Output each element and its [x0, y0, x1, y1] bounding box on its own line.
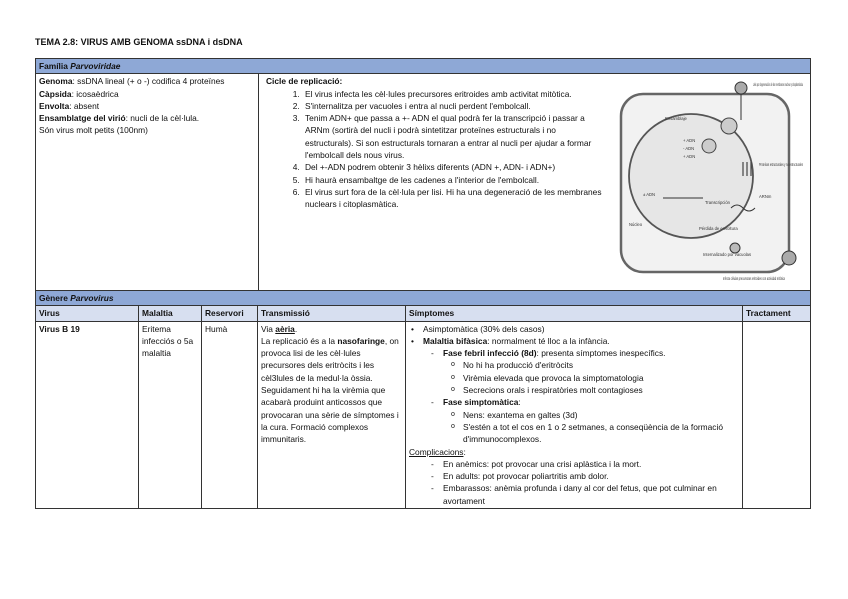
diagram-label: + ADN — [683, 154, 696, 159]
diagram-label: Lisis por degeneración de las membranas nuclear y citoplasmática — [753, 82, 804, 87]
diagram-label: - ADN — [683, 146, 695, 151]
simptomes-cell — [406, 321, 743, 508]
list-item: - Fase simptomàtica: — [409, 396, 739, 408]
genus-table — [35, 290, 811, 509]
capsid-icon — [702, 139, 716, 153]
diagram-label: Ensamblaje — [665, 116, 687, 121]
family-header-row — [36, 59, 811, 74]
diagram-label: Infecta células precursoras eritroides con actividad mitótica — [723, 276, 786, 281]
genus-header-row — [36, 291, 811, 306]
diagram-label: Proteínas estructurales y no estructurales — [759, 162, 803, 167]
capsid-icon — [721, 118, 737, 134]
col-transmissio: Transmissió — [258, 306, 406, 321]
cycle-step: 1. El virus infecta les cèl·lules precursores eritroides amb activitat mitòtica. — [302, 88, 604, 100]
virion-icon — [735, 82, 747, 94]
genus-header: Gènere Parvovirus — [36, 291, 811, 306]
diagram-label: Internalizado por vacuolas — [703, 252, 751, 257]
genus-name: Parvovirus — [70, 293, 114, 303]
list-item: o Nens: exantema en galtes (3d) — [409, 409, 739, 421]
reservori-cell: Humà — [202, 321, 258, 508]
list-item: - Fase febril infecció (8d): presenta símptomes inespecífics. — [409, 347, 739, 359]
cycle-step: 5. Hi haurà ensambaltge de les cadenes a l'interior de l'embolcall. — [302, 174, 604, 186]
col-simptomes: Símptomes — [406, 306, 743, 321]
diagram-label: Transcripción — [705, 200, 730, 205]
list-item: - En anèmics: pot provocar una crisi aplàstica i la mort. — [409, 458, 739, 470]
transmissio-cell: Via aèria. La replicació és a la nasofaringe, on provoca lisi de les cèl·lules precursores dels eritròcits i les cèl3lules de la medul·la òssia. Seguidament hi ha la virèmia que acabarà produint anticossos que provocaran una sèrie de símptomes i la cura. Formació complexos immunitaris. — [258, 321, 406, 508]
col-malaltia: Malaltia — [139, 306, 202, 321]
list-item: • Malaltia bifàsica: normalment té lloc a la infància. — [409, 335, 739, 347]
replication-cycle-diagram — [613, 80, 807, 285]
size-note: Són virus molt petits (100nm) — [39, 125, 148, 136]
column-headers — [36, 306, 811, 321]
col-virus: Virus — [36, 306, 139, 321]
table-row — [36, 321, 811, 508]
list-item: - Embarassos: anèmia profunda i dany al cor del fetus, que pot culminar en avortament — [409, 482, 739, 507]
diagram-label: Núcleo — [629, 222, 643, 227]
diagram-label: ± ADN — [643, 192, 656, 197]
virion-icon — [782, 251, 796, 265]
assembly-prop: Ensamblatge del virió: nucli de la cèl·lula. — [39, 113, 200, 124]
malaltia-cell: Eritema infecciós o 5a malaltia — [139, 321, 202, 508]
page-title: TEMA 2.8: VIRUS AMB GENOMA ssDNA i dsDNA — [35, 37, 243, 47]
col-reservori: Reservori — [202, 306, 258, 321]
diagram-label: Pérdida de envoltura — [699, 226, 738, 231]
family-label: Família — [39, 61, 71, 71]
cycle-title: Cicle de replicació: — [266, 76, 343, 87]
capsid-prop: Càpsida: icosaèdrica — [39, 88, 119, 99]
list-item: o Secrecions orals i respiratòries molt contagioses — [409, 384, 739, 396]
complications-title: Complicacions: — [409, 446, 466, 457]
genome-prop: Genoma: ssDNA lineal (+ o -) codifica 4 proteïnes — [39, 76, 225, 87]
diagram-label: ARNm — [759, 194, 772, 199]
cycle-step: 3. Tenim ADN+ que passa a +- ADN el qual podrà fer la transcripció i passar a ARNm (sortirà del nucli i podrà sintetitzar proteïnes estructurals i no estructurals). Si son estructurals tornaran a entrar al nucli per ajudar a formar l'embolcall dels nous virus. — [302, 112, 604, 161]
family-properties — [36, 74, 259, 291]
list-item: o No hi ha producció d'eritròcits — [409, 359, 739, 371]
cycle-step: 4. Del +-ADN podrem obtenir 3 hèlixs diferents (ADN +, ADN- i ADN+) — [302, 161, 604, 173]
cycle-step: 6. El virus surt fora de la cèl·lula per lisi. Hi ha una degeneració de les membranes nuclears i citoplasmàtica. — [302, 186, 604, 211]
diagram-label: + ADN — [683, 138, 696, 143]
envelope-prop: Envolta: absent — [39, 100, 100, 111]
family-header — [36, 59, 811, 74]
list-item: • Asimptomàtica (30% dels casos) — [409, 323, 739, 335]
family-name: Parvoviridae — [70, 61, 121, 71]
tractament-cell — [743, 321, 811, 508]
cycle-steps — [266, 88, 604, 211]
list-item: - En adults: pot provocar poliartritis amb dolor. — [409, 470, 739, 482]
nucleus — [629, 114, 753, 238]
list-item: o Virèmia elevada que provoca la simptomatologia — [409, 372, 739, 384]
list-item: o S'estén a tot el cos en 1 o 2 setmanes, a conseqüència de la formació d'immunocomplexos. — [409, 421, 739, 446]
col-tractament: Tractament — [743, 306, 811, 321]
virus-cell: Virus B 19 — [36, 321, 139, 508]
cycle-step: 2. S'internalitza per vacuoles i entra al nucli perdent l'embolcall. — [302, 100, 604, 112]
